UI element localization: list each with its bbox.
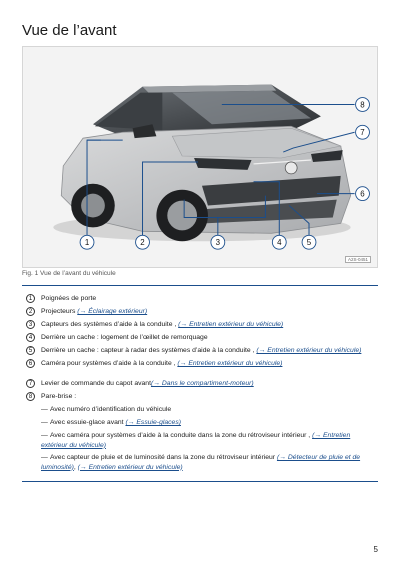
legend-item-4 <box>26 333 378 342</box>
callout-2: 2 <box>140 238 145 248</box>
legend-number: 3 <box>26 320 35 329</box>
legend-text: Pare-brise : <box>41 393 77 400</box>
vehicle-illustration <box>23 47 377 267</box>
callout-3: 3 <box>215 238 221 248</box>
figure-code: A2S-0451 <box>345 256 371 263</box>
windshield-subitem-rain-sensor: — Avec capteur de pluie et de luminosité dans la zone du rétroviseur intérieur (→ Détecteur de pluie et de luminosité), (→ Entretien extérieur du véhicule) <box>41 454 361 471</box>
legend-text: Projecteurs <box>41 308 78 315</box>
subitem-text: Avec capteur de pluie et de luminosité dans la zone du rétroviseur intérieur <box>50 454 277 461</box>
page-number: 5 <box>373 545 378 554</box>
legend-text: Caméra pour systèmes d’aide à la conduite , <box>41 360 178 367</box>
link-exterior-care[interactable]: (→ Entretien extérieur du véhicule) <box>77 463 183 471</box>
legend-item-8 <box>26 392 378 401</box>
legend-text: Poignées de porte <box>41 295 97 302</box>
figure-caption: Fig. 1 Vue de l’avant du véhicule <box>22 270 116 277</box>
divider-bottom <box>22 481 378 482</box>
legend-item-5 <box>26 346 378 355</box>
callout-7: 7 <box>360 128 365 138</box>
divider-top <box>22 285 378 286</box>
link-exterior-care[interactable]: (→ Entretien extérieur du véhicule) <box>256 347 362 354</box>
legend-number: 5 <box>26 346 35 355</box>
callout-1: 1 <box>84 238 90 248</box>
windshield-subitem-wiper: — Avec essuie-glace avant (→ Essuie-glaces) <box>41 419 181 426</box>
link-engine-compartment[interactable]: (→ Dans le compartiment-moteur) <box>150 380 254 387</box>
page-title: Vue de l’avant <box>22 22 117 39</box>
legend-number: 6 <box>26 359 35 368</box>
callout-8: 8 <box>360 100 365 110</box>
legend-number: 4 <box>26 333 35 342</box>
legend-number: 1 <box>26 294 35 303</box>
link-exterior-lighting[interactable]: (→ Éclairage extérieur) <box>77 308 148 315</box>
legend-text: Capteurs des systèmes d’aide à la conduite , <box>41 321 179 328</box>
legend-text: Derrière un cache : logement de l’œillet de remorquage <box>41 334 208 341</box>
legend-number: 8 <box>26 392 35 401</box>
callout-4: 4 <box>277 238 282 248</box>
legend-item-2 <box>26 307 378 316</box>
link-exterior-care[interactable]: (→ Entretien extérieur du véhicule) <box>178 321 284 328</box>
subitem-separator: , <box>73 463 78 471</box>
subitem-text: Avec numéro d’identification du véhicule <box>50 406 172 413</box>
legend-text: Levier de commande du capot avant <box>41 380 151 387</box>
legend-number: 7 <box>26 379 35 388</box>
subitem-text: Avec caméra pour systèmes d’aide à la conduite dans la zone du rétroviseur intérieur , <box>50 432 313 439</box>
legend-item-7 <box>26 379 378 388</box>
subitem-text: Avec essuie-glace avant <box>50 419 126 426</box>
link-exterior-care[interactable]: (→ Entretien extérieur du véhicule) <box>177 360 283 367</box>
legend-number: 2 <box>26 307 35 316</box>
vehicle-front-figure <box>22 46 378 268</box>
link-exterior-care[interactable]: (→ Entretien extérieur du véhicule) <box>41 432 351 449</box>
legend-text: Derrière un cache : capteur à radar des systèmes d’aide à la conduite , <box>41 347 257 354</box>
legend-item-1 <box>26 294 378 303</box>
windshield-subitem-camera: — Avec caméra pour systèmes d’aide à la conduite dans la zone du rétroviseur intérieur , (→ Entretien extérieur du véhicule) <box>41 432 351 449</box>
callout-5: 5 <box>306 238 312 248</box>
link-wipers[interactable]: (→ Essuie-glaces) <box>125 419 181 426</box>
legend-item-6 <box>26 359 378 368</box>
legend-item-3 <box>26 320 378 329</box>
windshield-subitem-vin: — Avec numéro d’identification du véhicule <box>41 406 172 413</box>
link-rain-light-sensor[interactable]: (→ Détecteur de pluie et de luminosité) <box>41 454 361 471</box>
callout-6: 6 <box>360 189 365 199</box>
